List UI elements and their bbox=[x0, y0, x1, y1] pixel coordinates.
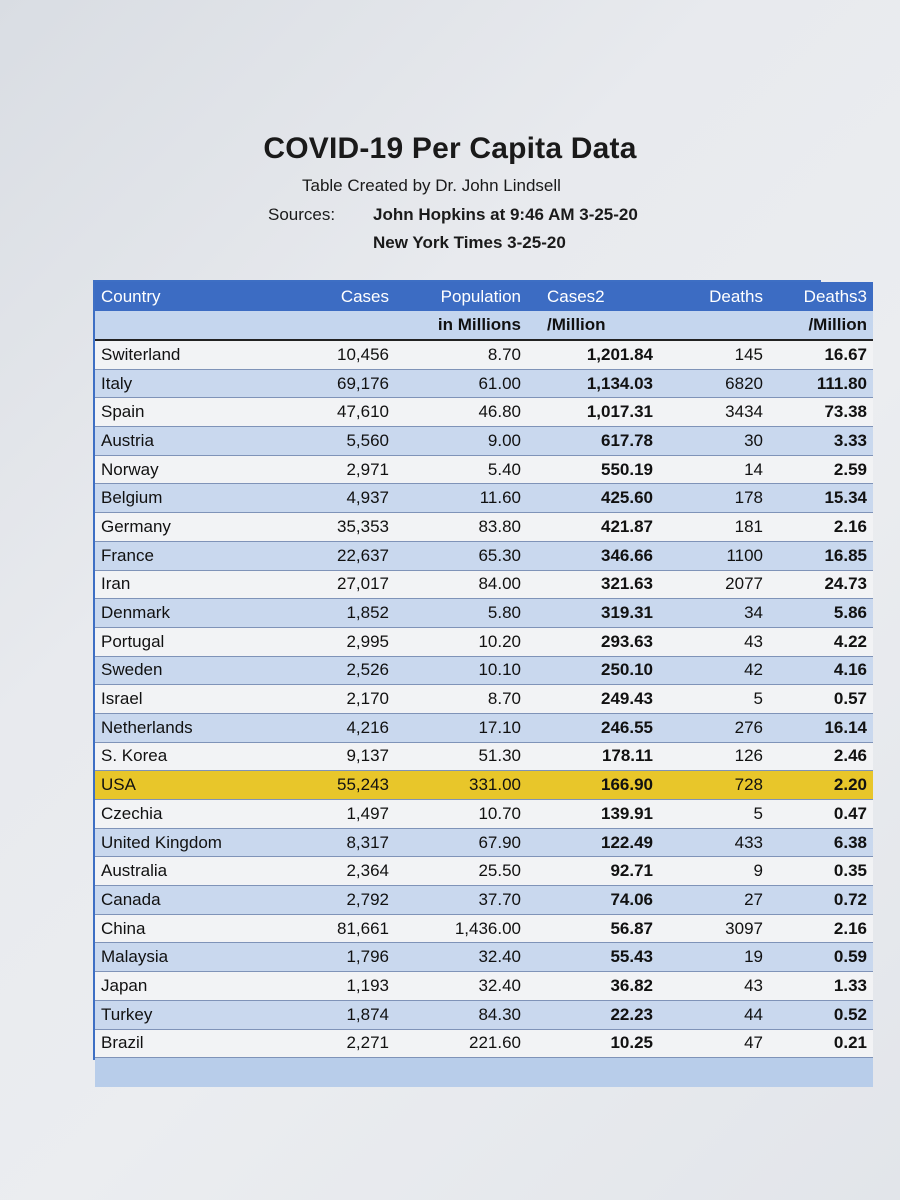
cell-cases: 81,661 bbox=[287, 914, 395, 943]
cell-cases: 2,971 bbox=[287, 455, 395, 484]
cell-cases: 1,497 bbox=[287, 800, 395, 829]
cell-population: 46.80 bbox=[395, 398, 527, 427]
table-row bbox=[95, 1000, 873, 1029]
cell-cases: 2,792 bbox=[287, 886, 395, 915]
table-row bbox=[95, 398, 873, 427]
table-body bbox=[95, 340, 873, 1058]
cell-country: Switerland bbox=[95, 340, 287, 369]
cell-deaths-per-million: 2.20 bbox=[769, 771, 873, 800]
cell-population: 32.40 bbox=[395, 943, 527, 972]
cell-cases: 69,176 bbox=[287, 369, 395, 398]
cell-deaths: 728 bbox=[659, 771, 769, 800]
cell-deaths-per-million: 5.86 bbox=[769, 599, 873, 628]
table-empty-row bbox=[95, 1058, 873, 1088]
cell-cases-per-million: 1,017.31 bbox=[527, 398, 659, 427]
table-row bbox=[95, 599, 873, 628]
subheader-country bbox=[95, 311, 287, 340]
cell-cases-per-million: 122.49 bbox=[527, 828, 659, 857]
cell-country: Brazil bbox=[95, 1029, 287, 1058]
cell-population: 10.20 bbox=[395, 627, 527, 656]
cell-population: 10.10 bbox=[395, 656, 527, 685]
cell-deaths-per-million: 3.33 bbox=[769, 427, 873, 456]
table-row bbox=[95, 427, 873, 456]
cell-population: 331.00 bbox=[395, 771, 527, 800]
cell-cases-per-million: 246.55 bbox=[527, 713, 659, 742]
table-row bbox=[95, 886, 873, 915]
cell-deaths-per-million: 6.38 bbox=[769, 828, 873, 857]
cell-country: Norway bbox=[95, 455, 287, 484]
cell-population: 17.10 bbox=[395, 713, 527, 742]
cell-cases-per-million: 22.23 bbox=[527, 1000, 659, 1029]
subheader-cases bbox=[287, 311, 395, 340]
cell-population: 83.80 bbox=[395, 513, 527, 542]
cell-cases: 2,364 bbox=[287, 857, 395, 886]
cell-population: 5.40 bbox=[395, 455, 527, 484]
cell-population: 8.70 bbox=[395, 685, 527, 714]
cell-deaths: 43 bbox=[659, 627, 769, 656]
cell-deaths-per-million: 2.16 bbox=[769, 513, 873, 542]
cell-deaths: 42 bbox=[659, 656, 769, 685]
cell-deaths: 433 bbox=[659, 828, 769, 857]
cell-cases-per-million: 178.11 bbox=[527, 742, 659, 771]
cell-cases-per-million: 92.71 bbox=[527, 857, 659, 886]
cell-country: Denmark bbox=[95, 599, 287, 628]
sources-label: Sources: bbox=[268, 205, 336, 224]
cell-cases-per-million: 36.82 bbox=[527, 972, 659, 1001]
cell-deaths: 145 bbox=[659, 340, 769, 369]
header-cases-per-million: Cases2 bbox=[527, 282, 659, 311]
cell-deaths: 3097 bbox=[659, 914, 769, 943]
cell-population: 9.00 bbox=[395, 427, 527, 456]
table-row bbox=[95, 541, 873, 570]
cell-cases-per-million: 56.87 bbox=[527, 914, 659, 943]
cell-deaths-per-million: 4.16 bbox=[769, 656, 873, 685]
cell-cases: 1,796 bbox=[287, 943, 395, 972]
cell-deaths: 5 bbox=[659, 685, 769, 714]
table-row bbox=[95, 484, 873, 513]
cell-deaths: 44 bbox=[659, 1000, 769, 1029]
source-line-1: John Hopkins at 9:46 AM 3-25-20 bbox=[373, 205, 638, 224]
cell-population: 221.60 bbox=[395, 1029, 527, 1058]
cell-deaths: 47 bbox=[659, 1029, 769, 1058]
table-row bbox=[95, 943, 873, 972]
cell-deaths-per-million: 24.73 bbox=[769, 570, 873, 599]
cell-cases-per-million: 319.31 bbox=[527, 599, 659, 628]
cell-country: Portugal bbox=[95, 627, 287, 656]
table-row bbox=[95, 771, 873, 800]
cell-deaths-per-million: 2.59 bbox=[769, 455, 873, 484]
cell-cases: 9,137 bbox=[287, 742, 395, 771]
cell-deaths: 178 bbox=[659, 484, 769, 513]
cell-deaths-per-million: 0.21 bbox=[769, 1029, 873, 1058]
table-row bbox=[95, 742, 873, 771]
header-cases: Cases bbox=[287, 282, 395, 311]
cell-country: France bbox=[95, 541, 287, 570]
cell-cases-per-million: 1,134.03 bbox=[527, 369, 659, 398]
cell-population: 65.30 bbox=[395, 541, 527, 570]
table-row bbox=[95, 713, 873, 742]
cell-deaths-per-million: 0.52 bbox=[769, 1000, 873, 1029]
cell-deaths: 1100 bbox=[659, 541, 769, 570]
cell-country: Germany bbox=[95, 513, 287, 542]
cell-population: 1,436.00 bbox=[395, 914, 527, 943]
cell-deaths: 19 bbox=[659, 943, 769, 972]
cell-country: Czechia bbox=[95, 800, 287, 829]
cell-deaths-per-million: 2.16 bbox=[769, 914, 873, 943]
cell-deaths: 27 bbox=[659, 886, 769, 915]
table-row bbox=[95, 857, 873, 886]
cell-population: 5.80 bbox=[395, 599, 527, 628]
cell-cases-per-million: 550.19 bbox=[527, 455, 659, 484]
table-row bbox=[95, 685, 873, 714]
table-row bbox=[95, 828, 873, 857]
cell-population: 8.70 bbox=[395, 340, 527, 369]
cell-country: USA bbox=[95, 771, 287, 800]
cell-cases-per-million: 249.43 bbox=[527, 685, 659, 714]
cell-country: Austria bbox=[95, 427, 287, 456]
cell-deaths-per-million: 0.59 bbox=[769, 943, 873, 972]
cell-cases: 10,456 bbox=[287, 340, 395, 369]
cell-deaths: 2077 bbox=[659, 570, 769, 599]
page-title: COVID-19 Per Capita Data bbox=[263, 132, 637, 165]
cell-population: 61.00 bbox=[395, 369, 527, 398]
cell-deaths-per-million: 4.22 bbox=[769, 627, 873, 656]
header-deaths-per-million: Deaths3 bbox=[769, 282, 873, 311]
table-row bbox=[95, 627, 873, 656]
empty-cell bbox=[95, 1058, 873, 1088]
cell-cases: 8,317 bbox=[287, 828, 395, 857]
table-header-row bbox=[95, 282, 873, 311]
cell-deaths-per-million: 0.57 bbox=[769, 685, 873, 714]
cell-population: 11.60 bbox=[395, 484, 527, 513]
cell-country: Israel bbox=[95, 685, 287, 714]
table-subheader-row bbox=[95, 311, 873, 340]
cell-cases: 1,874 bbox=[287, 1000, 395, 1029]
cell-country: S. Korea bbox=[95, 742, 287, 771]
cell-deaths-per-million: 0.72 bbox=[769, 886, 873, 915]
cell-deaths-per-million: 16.67 bbox=[769, 340, 873, 369]
cell-country: Turkey bbox=[95, 1000, 287, 1029]
cell-deaths-per-million: 16.85 bbox=[769, 541, 873, 570]
cell-population: 84.00 bbox=[395, 570, 527, 599]
cell-population: 32.40 bbox=[395, 972, 527, 1001]
cell-cases-per-million: 166.90 bbox=[527, 771, 659, 800]
cell-cases-per-million: 321.63 bbox=[527, 570, 659, 599]
cell-deaths-per-million: 15.34 bbox=[769, 484, 873, 513]
source-line-2: New York Times 3-25-20 bbox=[373, 233, 566, 252]
cell-cases-per-million: 425.60 bbox=[527, 484, 659, 513]
cell-deaths: 43 bbox=[659, 972, 769, 1001]
cell-cases: 2,271 bbox=[287, 1029, 395, 1058]
cell-deaths-per-million: 16.14 bbox=[769, 713, 873, 742]
cell-deaths: 6820 bbox=[659, 369, 769, 398]
cell-cases: 2,526 bbox=[287, 656, 395, 685]
cell-deaths: 3434 bbox=[659, 398, 769, 427]
cell-population: 67.90 bbox=[395, 828, 527, 857]
cell-country: Italy bbox=[95, 369, 287, 398]
subheader-cases-per-million: /Million bbox=[527, 311, 659, 340]
cell-cases: 4,216 bbox=[287, 713, 395, 742]
header-population: Population bbox=[395, 282, 527, 311]
cell-country: Canada bbox=[95, 886, 287, 915]
header-country: Country bbox=[95, 282, 287, 311]
table-row bbox=[95, 914, 873, 943]
cell-cases-per-million: 421.87 bbox=[527, 513, 659, 542]
cell-deaths-per-million: 0.47 bbox=[769, 800, 873, 829]
cell-cases-per-million: 250.10 bbox=[527, 656, 659, 685]
cell-cases-per-million: 617.78 bbox=[527, 427, 659, 456]
cell-country: United Kingdom bbox=[95, 828, 287, 857]
cell-deaths-per-million: 2.46 bbox=[769, 742, 873, 771]
cell-deaths: 30 bbox=[659, 427, 769, 456]
cell-cases: 1,852 bbox=[287, 599, 395, 628]
cell-deaths: 14 bbox=[659, 455, 769, 484]
cell-cases: 22,637 bbox=[287, 541, 395, 570]
cell-deaths: 5 bbox=[659, 800, 769, 829]
header-deaths: Deaths bbox=[659, 282, 769, 311]
cell-deaths: 276 bbox=[659, 713, 769, 742]
table-row bbox=[95, 455, 873, 484]
cell-cases: 27,017 bbox=[287, 570, 395, 599]
cell-country: Iran bbox=[95, 570, 287, 599]
cell-deaths-per-million: 0.35 bbox=[769, 857, 873, 886]
data-table-container bbox=[93, 280, 867, 1060]
cell-cases: 2,170 bbox=[287, 685, 395, 714]
cell-cases-per-million: 74.06 bbox=[527, 886, 659, 915]
cell-country: Netherlands bbox=[95, 713, 287, 742]
table-row bbox=[95, 369, 873, 398]
cell-deaths: 181 bbox=[659, 513, 769, 542]
cell-population: 84.30 bbox=[395, 1000, 527, 1029]
cell-cases-per-million: 293.63 bbox=[527, 627, 659, 656]
cell-cases-per-million: 139.91 bbox=[527, 800, 659, 829]
cell-country: Spain bbox=[95, 398, 287, 427]
data-table bbox=[95, 282, 873, 1087]
cell-cases-per-million: 55.43 bbox=[527, 943, 659, 972]
cell-deaths: 9 bbox=[659, 857, 769, 886]
cell-deaths-per-million: 1.33 bbox=[769, 972, 873, 1001]
cell-country: Belgium bbox=[95, 484, 287, 513]
table-row bbox=[95, 340, 873, 369]
cell-country: Australia bbox=[95, 857, 287, 886]
cell-country: Japan bbox=[95, 972, 287, 1001]
subheader-deaths-per-million: /Million bbox=[769, 311, 873, 340]
cell-country: China bbox=[95, 914, 287, 943]
table-row bbox=[95, 1029, 873, 1058]
subheader-deaths bbox=[659, 311, 769, 340]
cell-cases: 47,610 bbox=[287, 398, 395, 427]
cell-country: Malaysia bbox=[95, 943, 287, 972]
cell-cases-per-million: 346.66 bbox=[527, 541, 659, 570]
cell-population: 51.30 bbox=[395, 742, 527, 771]
cell-cases: 35,353 bbox=[287, 513, 395, 542]
cell-population: 10.70 bbox=[395, 800, 527, 829]
table-row bbox=[95, 656, 873, 685]
cell-country: Sweden bbox=[95, 656, 287, 685]
cell-cases-per-million: 10.25 bbox=[527, 1029, 659, 1058]
cell-deaths: 126 bbox=[659, 742, 769, 771]
table-row bbox=[95, 972, 873, 1001]
cell-population: 37.70 bbox=[395, 886, 527, 915]
subtitle: Table Created by Dr. John Lindsell bbox=[302, 176, 561, 195]
table-row bbox=[95, 800, 873, 829]
cell-cases: 4,937 bbox=[287, 484, 395, 513]
cell-deaths-per-million: 73.38 bbox=[769, 398, 873, 427]
cell-cases: 1,193 bbox=[287, 972, 395, 1001]
cell-population: 25.50 bbox=[395, 857, 527, 886]
cell-deaths-per-million: 111.80 bbox=[769, 369, 873, 398]
cell-cases: 5,560 bbox=[287, 427, 395, 456]
table-row bbox=[95, 570, 873, 599]
cell-deaths: 34 bbox=[659, 599, 769, 628]
cell-cases: 55,243 bbox=[287, 771, 395, 800]
cell-cases: 2,995 bbox=[287, 627, 395, 656]
cell-cases-per-million: 1,201.84 bbox=[527, 340, 659, 369]
subheader-population: in Millions bbox=[395, 311, 527, 340]
table-row bbox=[95, 513, 873, 542]
